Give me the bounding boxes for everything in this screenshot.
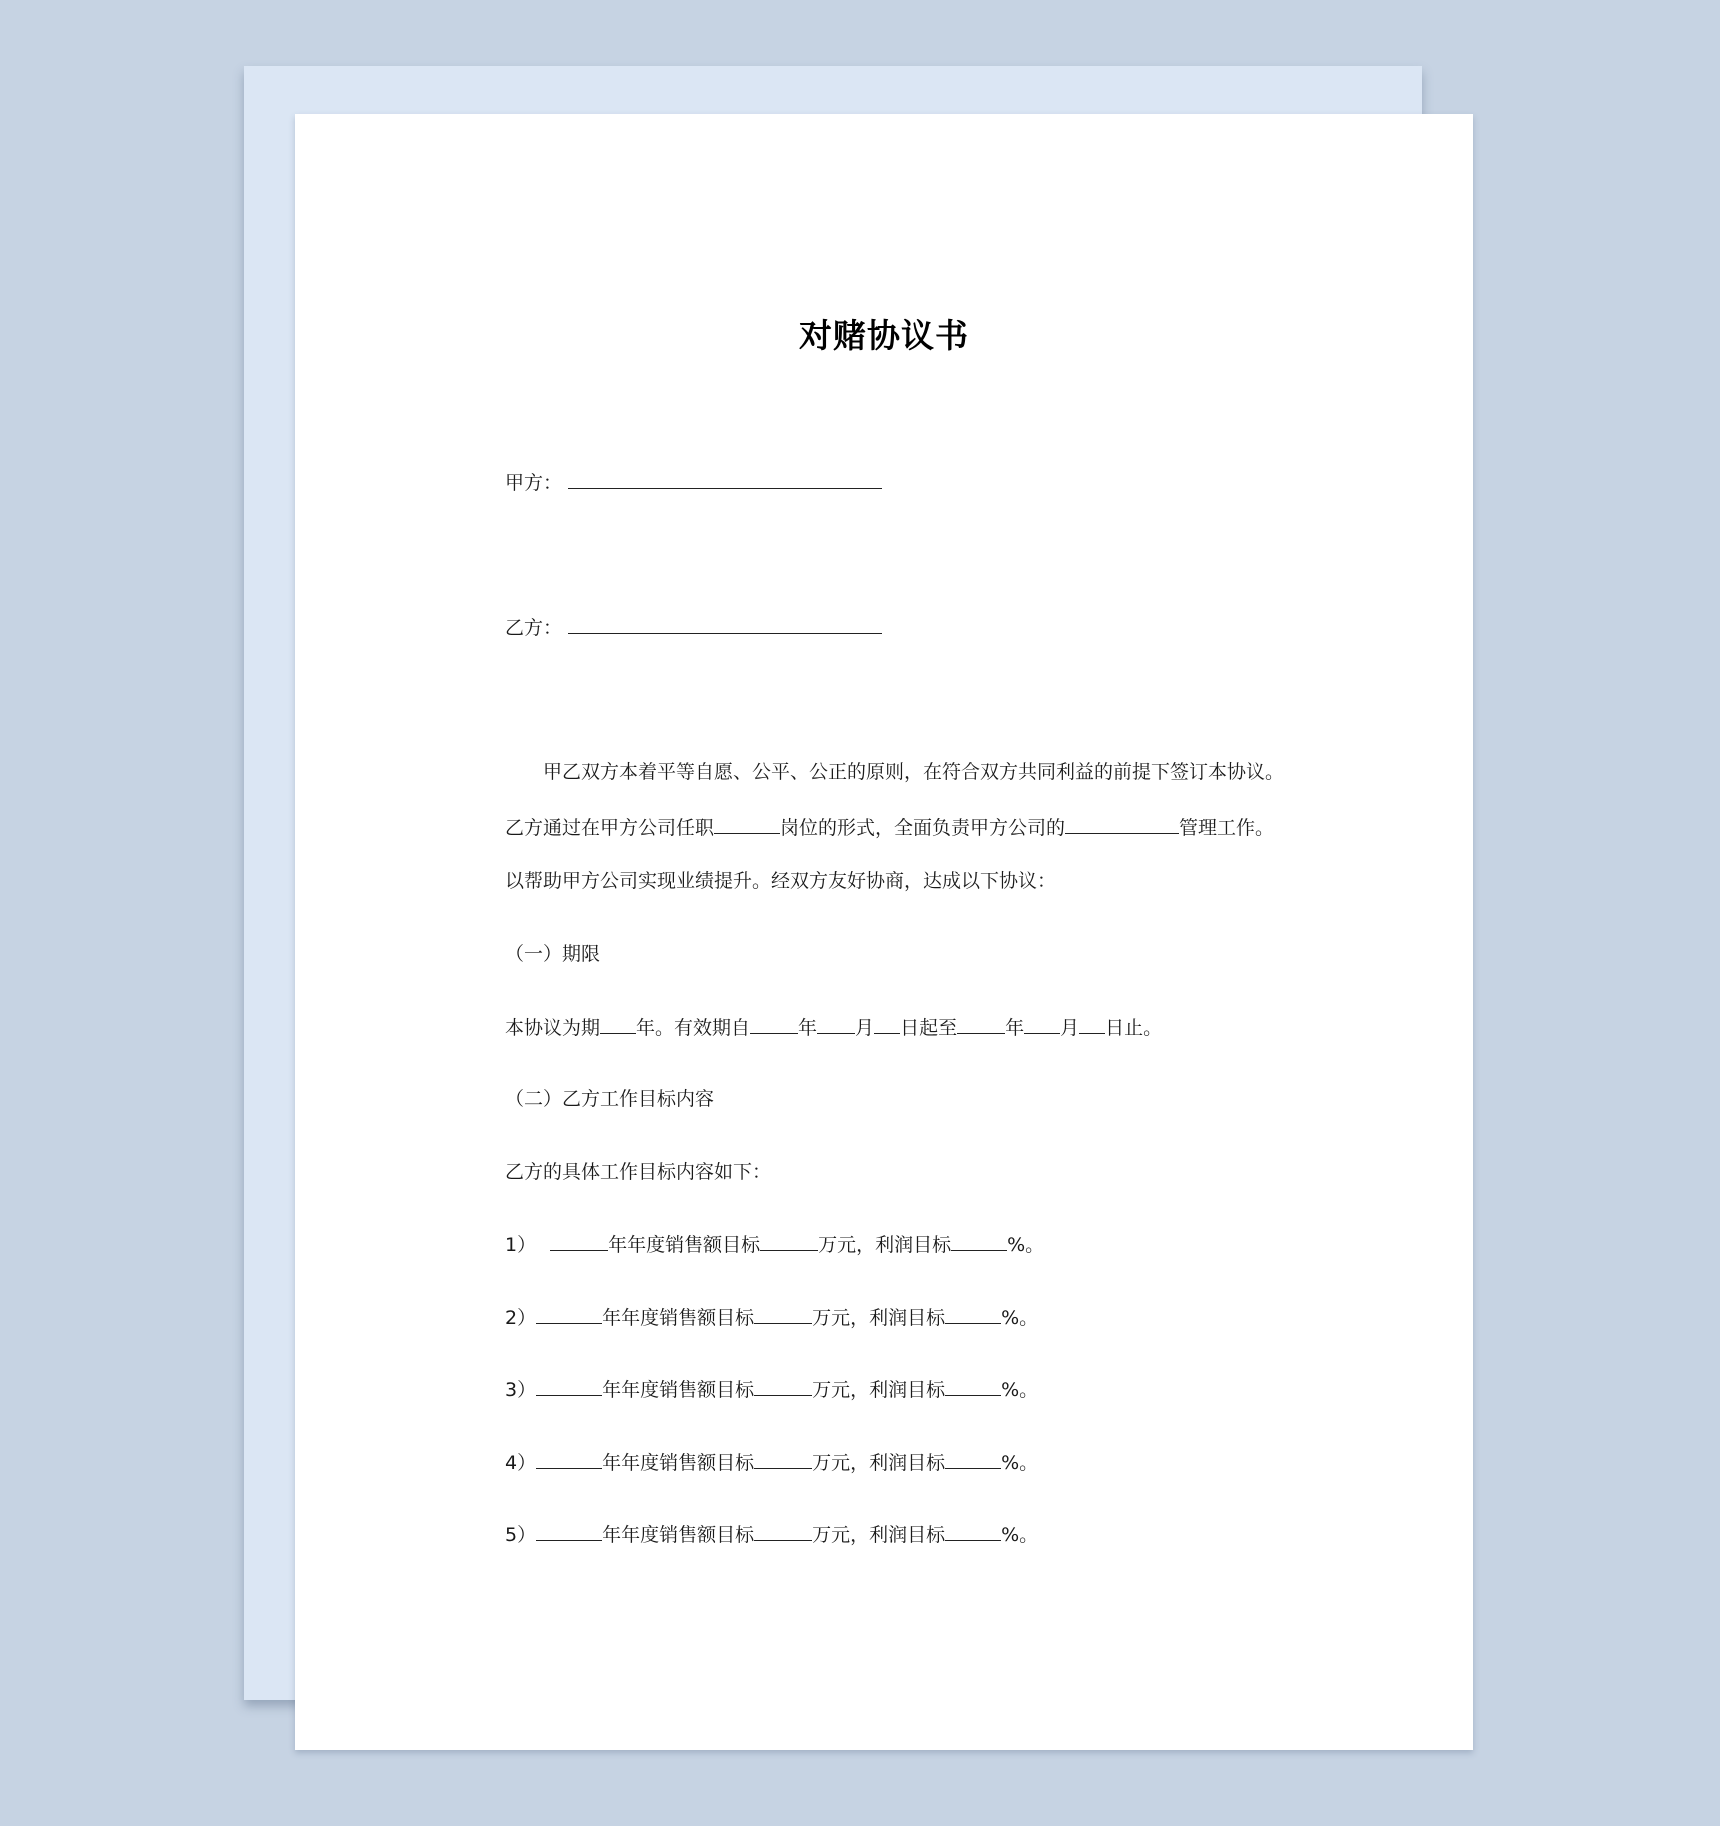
target-profit-blank xyxy=(945,1522,1001,1541)
term-years-blank xyxy=(600,1015,636,1034)
target-sales-label: 年年度销售额目标 xyxy=(602,1379,755,1401)
target-sales-label: 年年度销售额目标 xyxy=(602,1524,755,1546)
target-year-blank xyxy=(536,1305,602,1324)
end-day-blank xyxy=(1079,1015,1105,1034)
target-sales-blank xyxy=(754,1450,812,1469)
target-percent: %。 xyxy=(1001,1524,1039,1546)
target-item xyxy=(505,1232,1044,1257)
preamble-text-2b: 岗位的形式，全面负责甲方公司的 xyxy=(780,817,1066,839)
section-2-heading xyxy=(505,1087,714,1111)
party-b-blank xyxy=(568,615,882,634)
term-text-5: 日起至 xyxy=(900,1017,958,1039)
target-item-number: 4） xyxy=(505,1452,537,1474)
term-text-4: 月 xyxy=(855,1017,875,1039)
document-title: 对赌协议书 xyxy=(799,316,969,355)
party-b-line xyxy=(505,615,882,640)
section-2-heading-text: （二）乙方工作目标内容 xyxy=(505,1088,715,1110)
section-1-heading-text: （一）期限 xyxy=(505,943,601,965)
target-sales-blank xyxy=(754,1305,812,1324)
party-b-label: 乙方： xyxy=(505,617,563,639)
term-text-8: 日止。 xyxy=(1105,1017,1163,1039)
target-item xyxy=(505,1377,1038,1402)
target-item xyxy=(505,1522,1038,1547)
preamble-line-3 xyxy=(505,869,1056,893)
start-year-blank xyxy=(750,1015,798,1034)
term-text-7: 月 xyxy=(1060,1017,1080,1039)
target-profit-label: 万元，利润目标 xyxy=(812,1524,946,1546)
target-item xyxy=(505,1305,1038,1330)
target-sales-label: 年年度销售额目标 xyxy=(602,1307,755,1329)
target-profit-label: 万元，利润目标 xyxy=(812,1379,946,1401)
end-year-blank xyxy=(957,1015,1005,1034)
target-item-number: 3） xyxy=(505,1379,537,1401)
target-year-blank xyxy=(536,1522,602,1541)
preamble-text-1: 甲乙双方本着平等自愿、公平、公正的原则，在符合双方共同利益的前提下签订本协议。 xyxy=(543,761,1285,783)
position-blank xyxy=(714,815,780,834)
preamble-line-1 xyxy=(505,760,1284,784)
term-line xyxy=(505,1015,1162,1040)
party-a-label: 甲方： xyxy=(505,472,563,494)
target-item-number: 2） xyxy=(505,1307,537,1329)
target-profit-label: 万元，利润目标 xyxy=(812,1452,946,1474)
target-year-blank xyxy=(536,1377,602,1396)
target-percent: %。 xyxy=(1001,1307,1039,1329)
target-profit-blank xyxy=(951,1232,1007,1251)
target-profit-blank xyxy=(945,1377,1001,1396)
end-month-blank xyxy=(1024,1015,1060,1034)
start-day-blank xyxy=(874,1015,900,1034)
preamble-line-2 xyxy=(505,815,1274,840)
target-sales-label: 年年度销售额目标 xyxy=(608,1234,761,1256)
target-sales-blank xyxy=(760,1232,818,1251)
target-sales-blank xyxy=(754,1522,812,1541)
term-text-1: 本协议为期 xyxy=(505,1017,601,1039)
party-a-blank xyxy=(568,470,882,489)
preamble-text-2c: 管理工作。 xyxy=(1179,817,1275,839)
target-item xyxy=(505,1450,1038,1475)
section-1-heading xyxy=(505,942,600,966)
term-text-3: 年 xyxy=(798,1017,818,1039)
target-year-blank xyxy=(550,1232,608,1251)
term-text-6: 年 xyxy=(1005,1017,1025,1039)
term-text-2: 年。有效期自 xyxy=(636,1017,751,1039)
target-item-number: 5） xyxy=(505,1524,537,1546)
target-sales-label: 年年度销售额目标 xyxy=(602,1452,755,1474)
target-percent: %。 xyxy=(1007,1234,1045,1256)
target-percent: %。 xyxy=(1001,1379,1039,1401)
management-area-blank xyxy=(1065,815,1179,834)
target-profit-label: 万元，利润目标 xyxy=(818,1234,952,1256)
target-percent: %。 xyxy=(1001,1452,1039,1474)
target-profit-label: 万元，利润目标 xyxy=(812,1307,946,1329)
target-year-blank xyxy=(536,1450,602,1469)
target-profit-blank xyxy=(945,1450,1001,1469)
start-month-blank xyxy=(817,1015,855,1034)
preamble-text-3: 以帮助甲方公司实现业绩提升。经双方友好协商，达成以下协议： xyxy=(505,870,1057,892)
document-page xyxy=(295,114,1473,1750)
target-item-number: 1） xyxy=(505,1234,537,1256)
party-a-line xyxy=(505,470,882,495)
target-profit-blank xyxy=(945,1305,1001,1324)
targets-intro xyxy=(505,1160,771,1184)
preamble-text-2a: 乙方通过在甲方公司任职 xyxy=(505,817,715,839)
targets-intro-text: 乙方的具体工作目标内容如下： xyxy=(505,1161,772,1183)
target-sales-blank xyxy=(754,1377,812,1396)
